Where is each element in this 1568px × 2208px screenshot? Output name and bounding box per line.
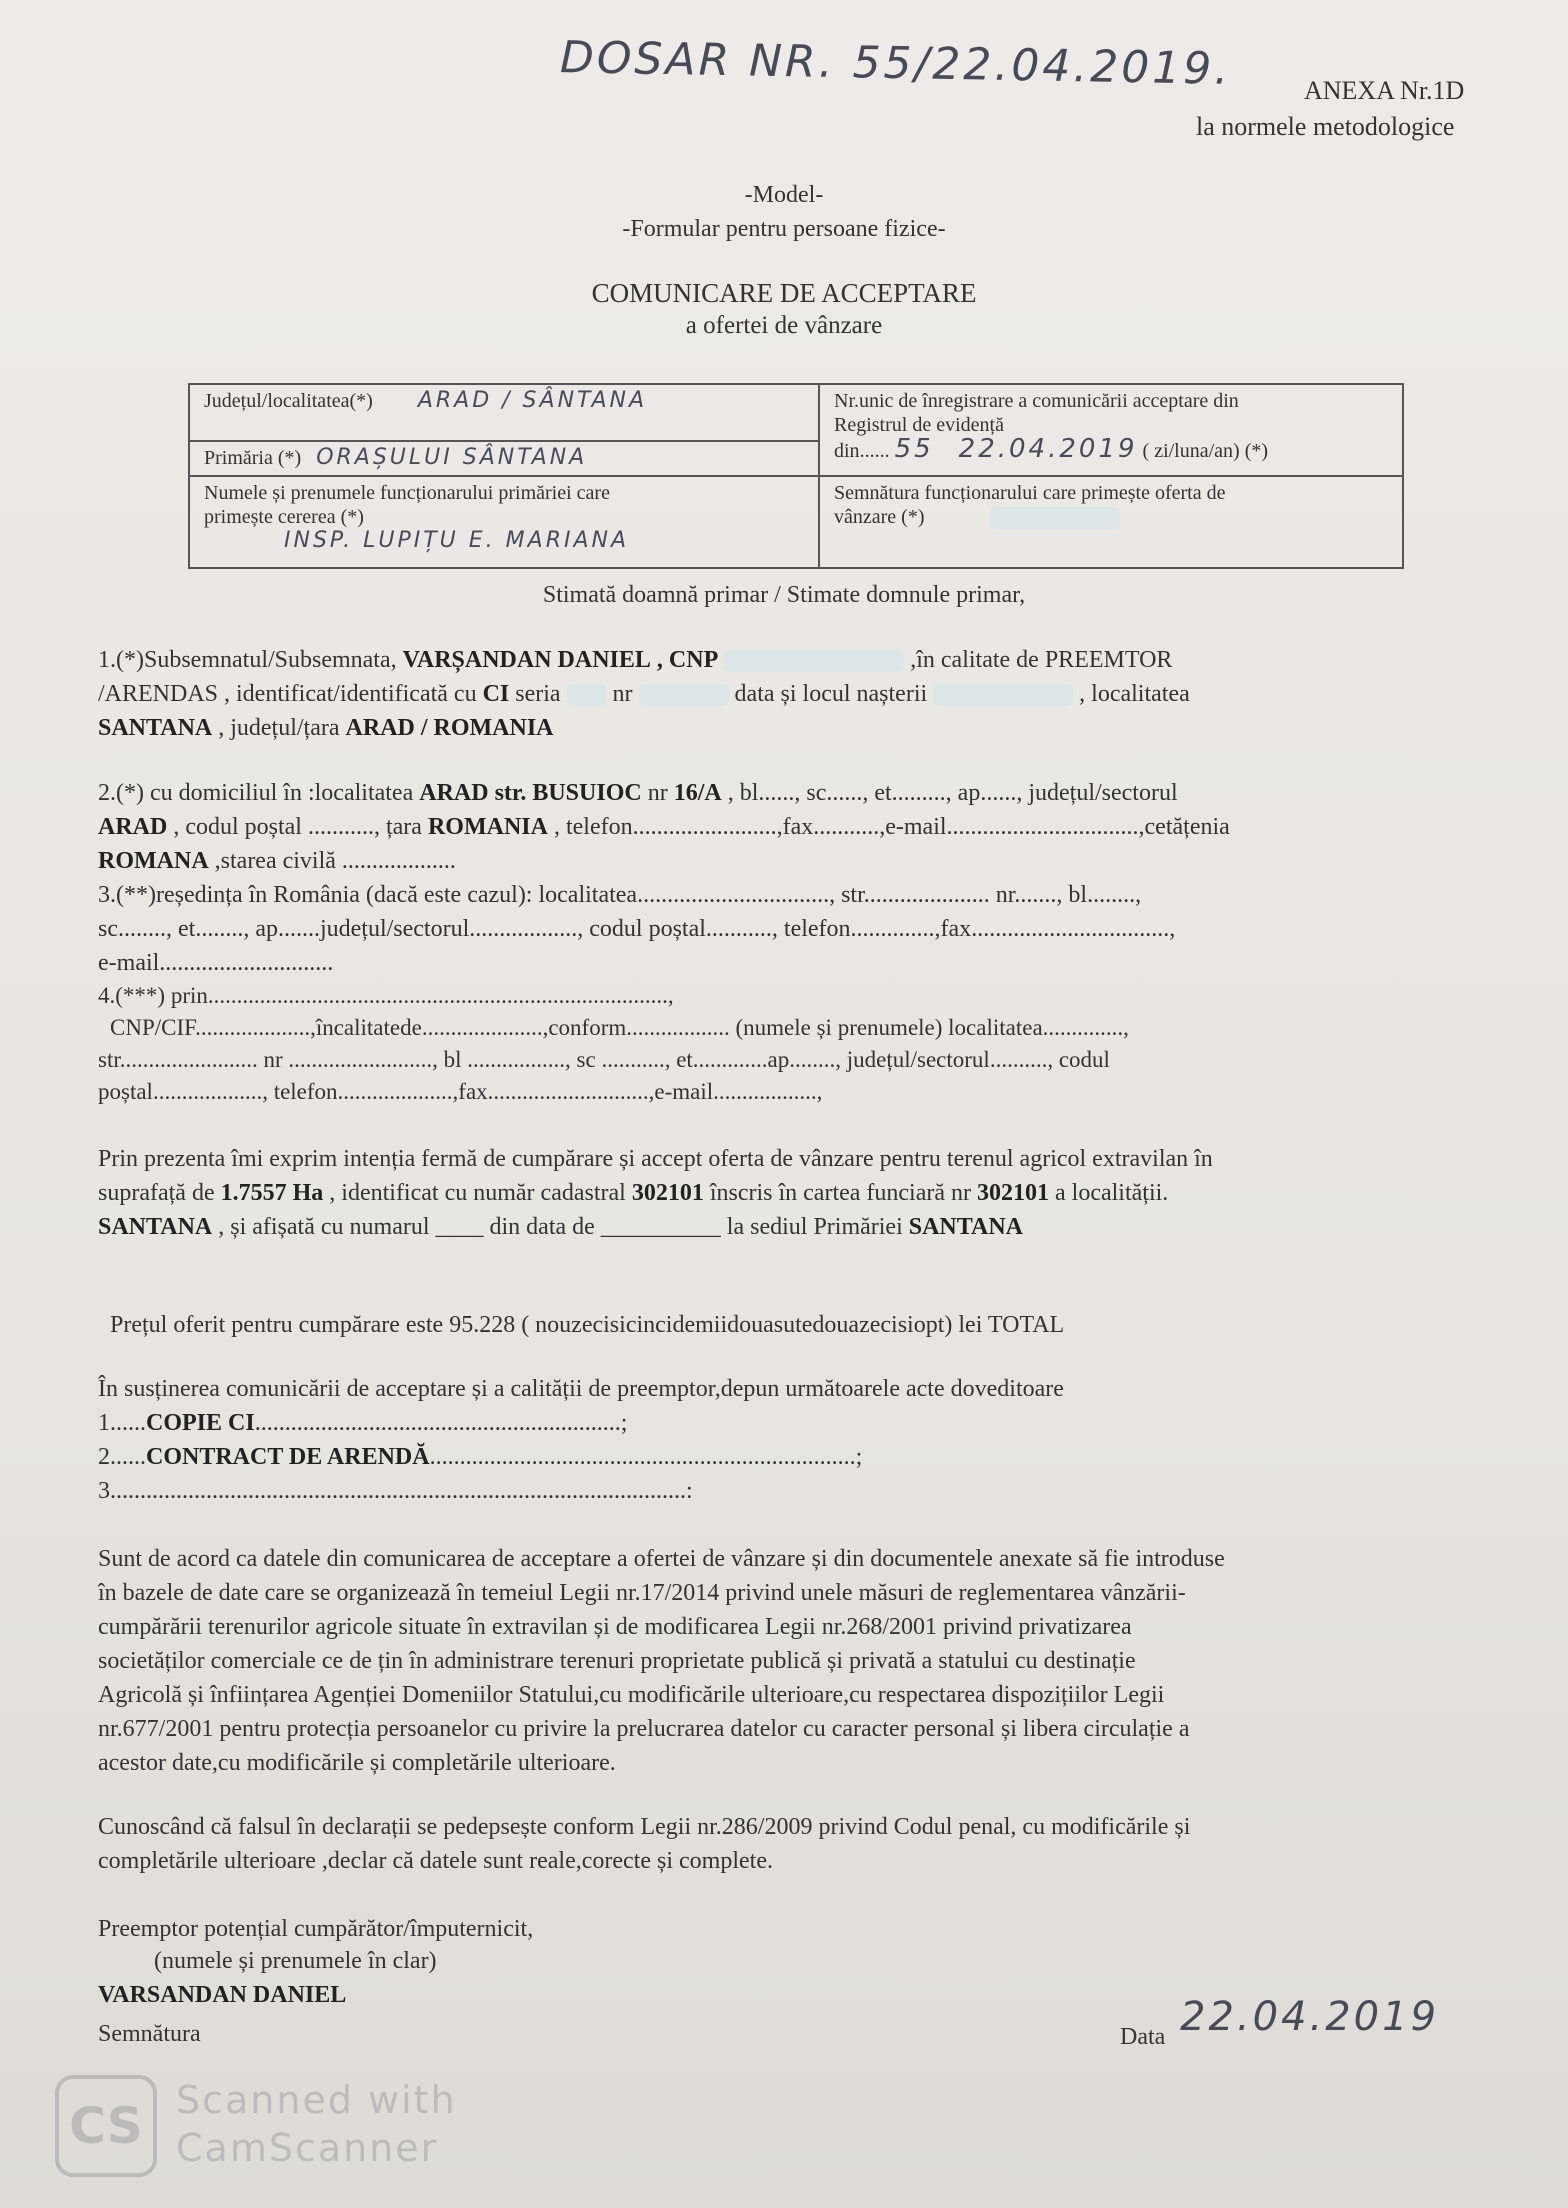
- declaration-line: Cunoscând că falsul în declarații se pedepsește conform Legii nr.286/2009 privind Codul penal, cu modificările și: [98, 1814, 1191, 1840]
- document-2-number: 2......: [98, 1444, 146, 1470]
- area-value: 1.7557 Ha: [220, 1180, 324, 1206]
- signature-label-2: vânzare (*): [834, 505, 925, 528]
- land-book-number: 302101: [977, 1180, 1050, 1206]
- page-subtitle: a ofertei de vânzare: [685, 312, 883, 339]
- document-1: COPIE CI: [146, 1410, 255, 1436]
- domicile-nr-label: nr: [647, 780, 668, 806]
- residence-line-3: e-mail.............................: [98, 950, 334, 976]
- cadastral-number: 302101: [631, 1180, 704, 1206]
- applicant-label: 1.(*)Subsemnatul/Subsemnata,: [98, 647, 397, 673]
- residence-line-1: 3.(**)reședința în România (dacă este cazul): localitatea................................, str..................... nr......., bl........,: [98, 882, 1142, 908]
- section-offer: [98, 1142, 1478, 1244]
- cadastral-label: , identificat cu număr cadastral: [329, 1180, 626, 1206]
- registration-label-2: Registrul de evidență: [834, 414, 1004, 436]
- registration-number-cell: Nr.unic de înregistrare a comunicării acceptare din Registrul de evidență din...... 55 22.04.2019 ( zi/luna/an) (*): [819, 384, 1403, 476]
- clerk-label-2: primește cererea (*): [204, 505, 364, 528]
- annex-subtitle: la normele metodologice: [1196, 112, 1455, 141]
- section-representative: [98, 980, 1478, 1108]
- town-hall-name: SANTANA: [908, 1214, 1023, 1240]
- clerk-name-cell: [189, 476, 819, 568]
- county-label: Județul/localitatea(*): [204, 390, 373, 412]
- consent-line: în bazele de date care se organizează în temeiul Legii nr.17/2014 privind unele măsuri de reglementarea vânzării-: [98, 1580, 1186, 1606]
- identification-label: /ARENDAS , identificat/identificată cu: [98, 681, 477, 707]
- postal-code-label: , codul poștal ..........., țara: [173, 814, 422, 840]
- consent-line: Sunt de acord ca datele din comunicarea de acceptare a ofertei de vânzare și din documentele anexate să fie introduse: [98, 1546, 1225, 1572]
- registration-date-format: ( zi/luna/an) (*): [1142, 440, 1269, 462]
- clerk-signature-cell: [819, 476, 1403, 568]
- signature-date: 22.04.2019: [1180, 1994, 1440, 2040]
- section-residence: [98, 878, 1478, 980]
- birth-label: data și locul nașterii: [734, 681, 928, 707]
- locality-label: , localitatea: [1079, 681, 1190, 707]
- representative-line-3: str........................ nr ........................., bl ................., sc ..........., et.............ap........, județul/sectorul.........., codul: [98, 1047, 1110, 1072]
- domicile-county: ARAD: [98, 814, 168, 840]
- redacted-birth: [933, 684, 1073, 706]
- document-2: CONTRACT DE ARENDĂ: [146, 1444, 430, 1470]
- town-hall-label: Primăria (*): [204, 447, 302, 470]
- domicile-details: , bl......, sc......, et........., ap......, județul/sectorul: [727, 780, 1178, 806]
- redacted-signature: [990, 507, 1120, 529]
- document-3: 3................................................................................................:: [98, 1478, 693, 1504]
- documents-intro: În susținerea comunicării de acceptare și a calității de preemptor,depun următoarele acte doveditoare: [98, 1376, 1064, 1402]
- id-type: CI: [482, 681, 510, 707]
- declaration-line: completările ulterioare ,declar că datele sunt reale,corecte și complete.: [98, 1848, 773, 1874]
- county-cell: [189, 384, 819, 441]
- county-country-label: , județul/țara: [218, 715, 340, 741]
- watermark-line-2: CamScanner: [176, 2126, 439, 2170]
- domicile-address: ARAD str. BUSUIOC: [419, 780, 642, 806]
- clerk-name-value: INSP. LUPIȚU E. MARIANA: [284, 527, 630, 553]
- camscanner-logo: CS: [55, 2075, 157, 2177]
- representative-line-4: poștal..................., telefon....................,fax............................,e-mail..................,: [98, 1079, 823, 1104]
- section-domicile: [98, 776, 1478, 878]
- representative-line-2: CNP/CIF....................,încalitatede.....................,conform.................. (numele și prenumele) localitatea..............,: [110, 1015, 1129, 1040]
- consent-line: nr.677/2001 pentru protecția persoanelor cu privire la prelucrarea datelor cu caracter personal și libera circulație a: [98, 1716, 1190, 1742]
- signatory-role: Preemptor potențial cumpărător/împuternicit,: [98, 1916, 534, 1942]
- town-hall-cell: [189, 441, 819, 476]
- consent-line: acestor date,cu modificările și completările ulterioare.: [98, 1750, 616, 1776]
- representative-line-1: 4.(***) prin................................................................................,: [98, 983, 674, 1008]
- county-country-value: ARAD / ROMANIA: [345, 715, 554, 741]
- contact-fields: , telefon........................,fax...........,e-mail................................,cetățenia: [553, 814, 1230, 840]
- document-1-dots: .............................................................;: [254, 1410, 628, 1436]
- model-label: -Model-: [744, 182, 824, 208]
- land-book-label: înscris în cartea funciară nr: [709, 1180, 972, 1206]
- domicile-nr-value: 16/A: [673, 780, 722, 806]
- registration-din-label: din: [834, 440, 860, 462]
- signatory-name: VARSANDAN DANIEL: [98, 1982, 347, 2008]
- salutation: Stimată doamnă primar / Stimate domnule primar,: [542, 582, 1026, 608]
- consent-line: Agricolă și înființarea Agenției Domeniilor Statului,cu modificările ulterioare,cu respectarea dispozițiilor Legii: [98, 1682, 1165, 1708]
- offered-price: Prețul oferit pentru cumpărare este 95.228 ( nouzecisicincidemiidouasutedouazecisiopt) lei TOTAL: [110, 1312, 1065, 1338]
- section-applicant: [98, 643, 1478, 745]
- consent-line: societăților comerciale ce de țin în administrare terenuri proprietate publică și privată a statului cu destinație: [98, 1648, 1136, 1674]
- citizenship-value: ROMANA: [98, 848, 209, 874]
- redacted-id-number: [639, 684, 729, 706]
- id-series-label: seria: [515, 681, 561, 707]
- registration-table: [188, 383, 1404, 569]
- handwritten-dossier-number: DOSAR NR. 55/22.04.2019.: [559, 32, 1232, 95]
- county-value: ARAD / SÂNTANA: [417, 388, 647, 413]
- registration-label-1: Nr.unic de înregistrare a comunicării acceptare din: [834, 390, 1239, 412]
- registration-date-value: 22.04.2019: [958, 434, 1138, 464]
- page-title: COMUNICARE DE ACCEPTARE: [591, 278, 977, 308]
- cnp-label: , CNP: [656, 647, 719, 673]
- offer-locality: SANTANA: [98, 1214, 213, 1240]
- posting-details: , și afișată cu numarul ____ din data de __________ la sediul Primăriei: [218, 1214, 903, 1240]
- domicile-country: ROMANIA: [427, 814, 548, 840]
- camscanner-watermark: [176, 2076, 457, 2172]
- watermark-line-1: Scanned with: [176, 2078, 457, 2122]
- signature-label: Semnătura: [98, 2021, 201, 2047]
- residence-line-2: sc........, et........, ap.......județul/sectorul.................., codul poștal..........., telefon..............,fax.................................,: [98, 916, 1176, 942]
- consent-line: cumpărării terenurilor agricole situate în extravilan și de modificarea Legii nr.268/2001 privind privatizarea: [98, 1614, 1132, 1640]
- redacted-id-series: [567, 684, 607, 706]
- form-type-label: -Formular pentru persoane fizice-: [622, 216, 946, 242]
- section-declaration: [98, 1810, 1478, 1878]
- domicile-label: 2.(*) cu domiciliul în :localitatea: [98, 780, 414, 806]
- annex-number: ANEXA Nr.1D: [1304, 76, 1465, 105]
- applicant-capacity: ,în calitate de PREEMTOR: [910, 647, 1173, 673]
- signatory-hint: (numele și prenumele în clar): [154, 1948, 437, 1974]
- document-1-number: 1......: [98, 1410, 146, 1436]
- date-label: Data: [1120, 2024, 1166, 2050]
- locality-suffix: a localității.: [1055, 1180, 1169, 1206]
- id-number-label: nr: [612, 681, 633, 707]
- birth-locality: SANTANA: [98, 715, 213, 741]
- section-documents: [98, 1372, 1478, 1508]
- area-label: suprafață de: [98, 1180, 215, 1206]
- applicant-name: VARȘANDAN DANIEL: [402, 647, 651, 673]
- document-2-dots: .......................................................................;: [429, 1444, 863, 1470]
- redacted-cnp: [724, 650, 904, 672]
- offer-line-1: Prin prezenta îmi exprim intenția fermă de cumpărare și accept oferta de vânzare pentru terenul agricol extravilan în: [98, 1146, 1213, 1172]
- town-hall-value: ORAȘULUI SÂNTANA: [316, 445, 588, 471]
- signature-label-1: Semnătura funcționarului care primește oferta de: [834, 481, 1226, 504]
- section-consent: [98, 1542, 1478, 1780]
- clerk-label-1: Numele și prenumele funcționarului primăriei care: [204, 481, 610, 504]
- marital-status-label: ,starea civilă ...................: [214, 848, 456, 874]
- registration-number-value: 55: [894, 434, 934, 464]
